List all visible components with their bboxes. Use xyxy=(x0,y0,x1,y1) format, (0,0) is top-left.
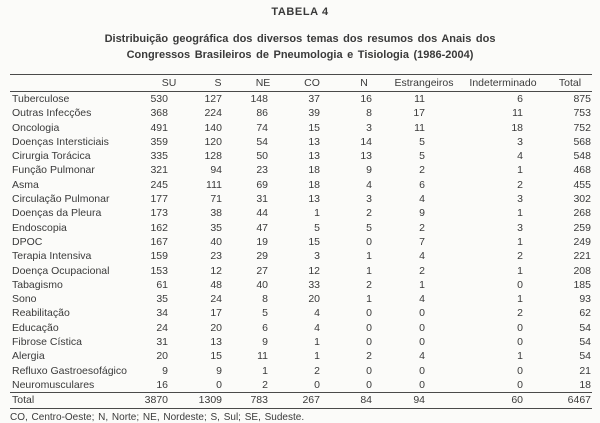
cell-value: 15 xyxy=(308,235,320,248)
cell-value: 111 xyxy=(206,178,222,191)
cell-value: 148 xyxy=(250,93,268,105)
cell-value: 455 xyxy=(573,178,591,191)
table-subtitle-line2: Congressos Brasileiros de Pneumologia e Tisiologia (1986-2004) xyxy=(126,49,474,61)
table-title: TABELA 4 xyxy=(271,6,329,18)
column-header-n: N xyxy=(338,75,390,92)
cell-value: 302 xyxy=(573,193,591,206)
cell-value: 4 xyxy=(419,193,425,206)
cell-value: 18 xyxy=(308,178,320,191)
cell-value: 29 xyxy=(256,250,268,263)
cell-value: 60 xyxy=(458,393,548,409)
cell-value: 74 xyxy=(256,121,268,134)
cell-value: 27 xyxy=(256,264,268,277)
column-header-su: SU xyxy=(142,75,196,92)
cell-value: 48 xyxy=(210,278,222,291)
cell-value: 0 xyxy=(366,321,372,334)
row-label: Asma xyxy=(12,178,39,191)
table-row xyxy=(10,121,592,135)
cell-value: 39 xyxy=(308,107,320,120)
cell-value: 0 xyxy=(419,364,425,377)
cell-value: 359 xyxy=(150,135,168,148)
cell-value: 54 xyxy=(256,135,268,148)
row-label: Fibrose Cística xyxy=(12,336,83,349)
cell-value: 7 xyxy=(419,235,425,248)
row-label: Função Pulmonar xyxy=(12,164,95,177)
row-label: Circulação Pulmonar xyxy=(12,193,110,206)
cell-value: 35 xyxy=(210,221,222,234)
cell-value: 14 xyxy=(360,135,372,148)
cell-value: 4 xyxy=(314,321,320,334)
cell-value: 752 xyxy=(573,121,591,134)
cell-value: 140 xyxy=(204,121,222,134)
table-row xyxy=(10,149,592,163)
cell-value: 15 xyxy=(308,121,320,134)
row-label: Outras Infecções xyxy=(12,107,92,120)
cell-value: 1 xyxy=(314,336,320,349)
cell-value: 120 xyxy=(204,135,222,148)
row-label: DPOC xyxy=(12,235,43,248)
row-label: Alergia xyxy=(12,350,45,363)
cell-value: 6467 xyxy=(548,393,592,409)
table-row xyxy=(10,306,592,320)
cell-value: 491 xyxy=(150,121,168,134)
cell-value: 1 xyxy=(517,293,523,306)
cell-value: 5 xyxy=(262,307,268,320)
cell-value: 0 xyxy=(419,378,425,391)
cell-value: 16 xyxy=(360,93,372,105)
cell-value: 18 xyxy=(308,164,320,177)
cell-value: 221 xyxy=(573,250,591,263)
cell-value: 33 xyxy=(308,278,320,291)
row-label: Doenças Intersticiais xyxy=(12,135,109,148)
cell-value: 8 xyxy=(366,107,372,120)
cell-value: 0 xyxy=(419,336,425,349)
cell-value: 0 xyxy=(366,378,372,391)
cell-value: 468 xyxy=(573,164,591,177)
cell-value: 84 xyxy=(338,393,390,409)
cell-value: 23 xyxy=(210,250,222,263)
cell-value: 4 xyxy=(517,150,523,163)
cell-value: 13 xyxy=(308,150,320,163)
cell-value: 1 xyxy=(314,350,320,363)
table-row xyxy=(10,264,592,278)
cell-value: 783 xyxy=(240,393,286,409)
cell-value: 6 xyxy=(419,178,425,191)
cell-value: 44 xyxy=(256,207,268,220)
cell-value: 0 xyxy=(314,378,320,391)
cell-value: 0 xyxy=(366,307,372,320)
data-table xyxy=(10,74,592,409)
cell-value: 2 xyxy=(517,307,523,320)
cell-value: 1309 xyxy=(196,393,240,409)
cell-value: 1 xyxy=(366,264,372,277)
cell-value: 31 xyxy=(256,193,268,206)
cell-value: 0 xyxy=(517,321,523,334)
cell-value: 2 xyxy=(517,250,523,263)
cell-value: 2 xyxy=(314,364,320,377)
column-header-co: CO xyxy=(286,75,338,92)
cell-value: 13 xyxy=(308,135,320,148)
cell-value: 18 xyxy=(579,378,591,391)
cell-value: 11 xyxy=(414,121,425,134)
cell-value: 4 xyxy=(419,293,425,306)
cell-value: 753 xyxy=(573,107,591,120)
cell-value: 19 xyxy=(256,235,268,248)
cell-value: 153 xyxy=(150,264,168,277)
cell-value: 0 xyxy=(419,307,425,320)
cell-value: 12 xyxy=(210,264,222,277)
cell-value: 0 xyxy=(366,235,372,248)
cell-value: 2 xyxy=(366,350,372,363)
cell-value: 159 xyxy=(150,250,168,263)
cell-value: 127 xyxy=(204,93,222,105)
cell-value: 24 xyxy=(156,321,168,334)
cell-value: 249 xyxy=(573,235,591,248)
cell-value: 4 xyxy=(366,178,372,191)
column-header-ne: NE xyxy=(240,75,286,92)
cell-value: 20 xyxy=(308,293,320,306)
cell-value: 16 xyxy=(156,378,168,391)
cell-value: 1 xyxy=(517,350,523,363)
cell-value: 34 xyxy=(156,307,168,320)
cell-value: 37 xyxy=(308,93,320,105)
cell-value: 0 xyxy=(216,378,222,391)
cell-value: 0 xyxy=(517,278,523,291)
row-label: Neuromusculares xyxy=(12,378,95,391)
cell-value: 2 xyxy=(262,378,268,391)
cell-value: 21 xyxy=(579,364,591,377)
cell-value: 17 xyxy=(413,107,425,120)
cell-value: 208 xyxy=(573,264,591,277)
row-label: Educação xyxy=(12,321,59,334)
cell-value: 5 xyxy=(314,221,320,234)
cell-value: 50 xyxy=(256,150,268,163)
cell-value: 3 xyxy=(517,135,523,148)
cell-value: 335 xyxy=(150,150,168,163)
cell-value: 1 xyxy=(314,207,320,220)
cell-value: 3 xyxy=(517,221,523,234)
cell-value: 71 xyxy=(210,193,222,206)
cell-value: 9 xyxy=(366,164,372,177)
cell-value: 86 xyxy=(256,107,268,120)
cell-value: 47 xyxy=(256,221,268,234)
table-row xyxy=(10,192,592,206)
table-row xyxy=(10,364,592,378)
cell-value: 9 xyxy=(216,364,222,377)
table-row xyxy=(10,178,592,192)
row-label: Refluxo Gastroesofágico xyxy=(12,364,127,377)
row-label: Doença Ocupacional xyxy=(12,264,110,277)
table-row xyxy=(10,349,592,363)
cell-value: 1 xyxy=(517,164,523,177)
row-label: Tuberculose xyxy=(12,93,70,105)
row-label: Endoscopia xyxy=(12,221,67,234)
table-body xyxy=(10,92,592,393)
cell-value: 3870 xyxy=(142,393,196,409)
cell-value: 12 xyxy=(308,264,320,277)
table-row xyxy=(10,221,592,235)
table-row xyxy=(10,378,592,393)
cell-value: 0 xyxy=(517,364,523,377)
cell-value: 11 xyxy=(257,350,268,363)
cell-value: 11 xyxy=(512,107,523,120)
table-row xyxy=(10,235,592,249)
table-row xyxy=(10,163,592,177)
cell-value: 1 xyxy=(517,264,523,277)
cell-value: 173 xyxy=(150,207,168,220)
cell-value: 162 xyxy=(150,221,168,234)
cell-value: 0 xyxy=(517,378,523,391)
cell-value: 62 xyxy=(579,307,591,320)
cell-value: 2 xyxy=(517,178,523,191)
cell-value: 13 xyxy=(360,150,372,163)
cell-value: 3 xyxy=(366,193,372,206)
cell-value: 167 xyxy=(150,235,168,248)
cell-value: 20 xyxy=(210,321,222,334)
row-label: Terapia Intensiva xyxy=(12,250,92,263)
cell-value: 54 xyxy=(579,336,591,349)
cell-value: 13 xyxy=(308,193,320,206)
table-footnote: CO, Centro-Oeste; N, Norte; NE, Nordeste; S, Sul; SE, Sudeste. xyxy=(10,412,305,423)
row-label: Total xyxy=(10,393,142,409)
cell-value: 321 xyxy=(150,164,168,177)
cell-value: 245 xyxy=(150,178,168,191)
cell-value: 94 xyxy=(390,393,458,409)
cell-value: 15 xyxy=(210,350,222,363)
cell-value: 267 xyxy=(286,393,338,409)
cell-value: 69 xyxy=(256,178,268,191)
cell-value: 4 xyxy=(314,307,320,320)
cell-value: 1 xyxy=(366,250,372,263)
table-subtitle-line1: Distribuição geográfica dos diversos temas dos resumos dos Anais dos xyxy=(104,33,496,45)
cell-value: 3 xyxy=(366,121,372,134)
cell-value: 9 xyxy=(162,364,168,377)
cell-value: 8 xyxy=(262,293,268,306)
cell-value: 54 xyxy=(579,350,591,363)
cell-value: 224 xyxy=(204,107,222,120)
table-row xyxy=(10,249,592,263)
row-label: Reabilitação xyxy=(12,307,70,320)
cell-value: 548 xyxy=(573,150,591,163)
cell-value: 2 xyxy=(366,207,372,220)
row-label: Sono xyxy=(12,293,37,306)
cell-value: 1 xyxy=(517,207,523,220)
column-header-total: Total xyxy=(548,75,592,92)
cell-value: 61 xyxy=(156,278,168,291)
cell-value: 40 xyxy=(210,235,222,248)
table-row xyxy=(10,106,592,120)
table-row xyxy=(10,292,592,306)
cell-value: 94 xyxy=(210,164,222,177)
cell-value: 3 xyxy=(314,250,320,263)
cell-value: 4 xyxy=(419,250,425,263)
header-row xyxy=(10,75,592,92)
table-subtitle xyxy=(0,31,600,63)
table-row xyxy=(10,92,592,107)
table-row xyxy=(10,135,592,149)
cell-value: 4 xyxy=(419,350,425,363)
cell-value: 1 xyxy=(366,293,372,306)
row-label: Oncologia xyxy=(12,121,60,134)
row-label: Tabagismo xyxy=(12,278,63,291)
cell-value: 128 xyxy=(204,150,222,163)
cell-value: 259 xyxy=(573,221,591,234)
cell-value: 875 xyxy=(573,93,591,105)
cell-value: 23 xyxy=(256,164,268,177)
row-label: Doenças da Pleura xyxy=(12,207,102,220)
cell-value: 1 xyxy=(262,364,268,377)
cell-value: 38 xyxy=(210,207,222,220)
column-header-estrangeiros: Estrangeiros xyxy=(390,75,458,92)
cell-value: 13 xyxy=(210,336,222,349)
cell-value: 5 xyxy=(419,150,425,163)
cell-value: 9 xyxy=(262,336,268,349)
table-row xyxy=(10,278,592,292)
cell-value: 177 xyxy=(150,193,168,206)
cell-value: 2 xyxy=(419,221,425,234)
cell-value: 0 xyxy=(366,364,372,377)
table-row xyxy=(10,321,592,335)
cell-value: 2 xyxy=(366,278,372,291)
cell-value: 368 xyxy=(150,107,168,120)
cell-value: 568 xyxy=(573,135,591,148)
cell-value: 0 xyxy=(517,336,523,349)
cell-value: 54 xyxy=(579,321,591,334)
cell-value: 2 xyxy=(419,264,425,277)
cell-value: 0 xyxy=(419,321,425,334)
cell-value: 40 xyxy=(256,278,268,291)
cell-value: 17 xyxy=(210,307,222,320)
table-row xyxy=(10,335,592,349)
cell-value: 31 xyxy=(156,336,168,349)
cell-value: 0 xyxy=(366,336,372,349)
column-header-indeterminado: Indeterminado xyxy=(458,75,548,92)
cell-value: 5 xyxy=(419,135,425,148)
cell-value: 93 xyxy=(579,293,591,306)
cell-value: 2 xyxy=(419,164,425,177)
cell-value: 18 xyxy=(511,121,523,134)
cell-value: 24 xyxy=(210,293,222,306)
column-header-s: S xyxy=(196,75,240,92)
cell-value: 185 xyxy=(573,278,591,291)
cell-value: 268 xyxy=(573,207,591,220)
cell-value: 20 xyxy=(156,350,168,363)
cell-value: 1 xyxy=(419,278,425,291)
cell-value: 530 xyxy=(150,93,168,105)
cell-value: 9 xyxy=(419,207,425,220)
cell-value: 1 xyxy=(517,235,523,248)
cell-value: 35 xyxy=(156,293,168,306)
cell-value: 6 xyxy=(517,93,523,105)
row-label: Cirurgia Torácica xyxy=(12,150,91,163)
cell-value: 11 xyxy=(414,93,425,105)
cell-value: 6 xyxy=(262,321,268,334)
cell-value: 5 xyxy=(366,221,372,234)
table-row xyxy=(10,206,592,220)
cell-value: 3 xyxy=(517,193,523,206)
total-row xyxy=(10,393,592,409)
column-header-theme xyxy=(10,75,142,92)
